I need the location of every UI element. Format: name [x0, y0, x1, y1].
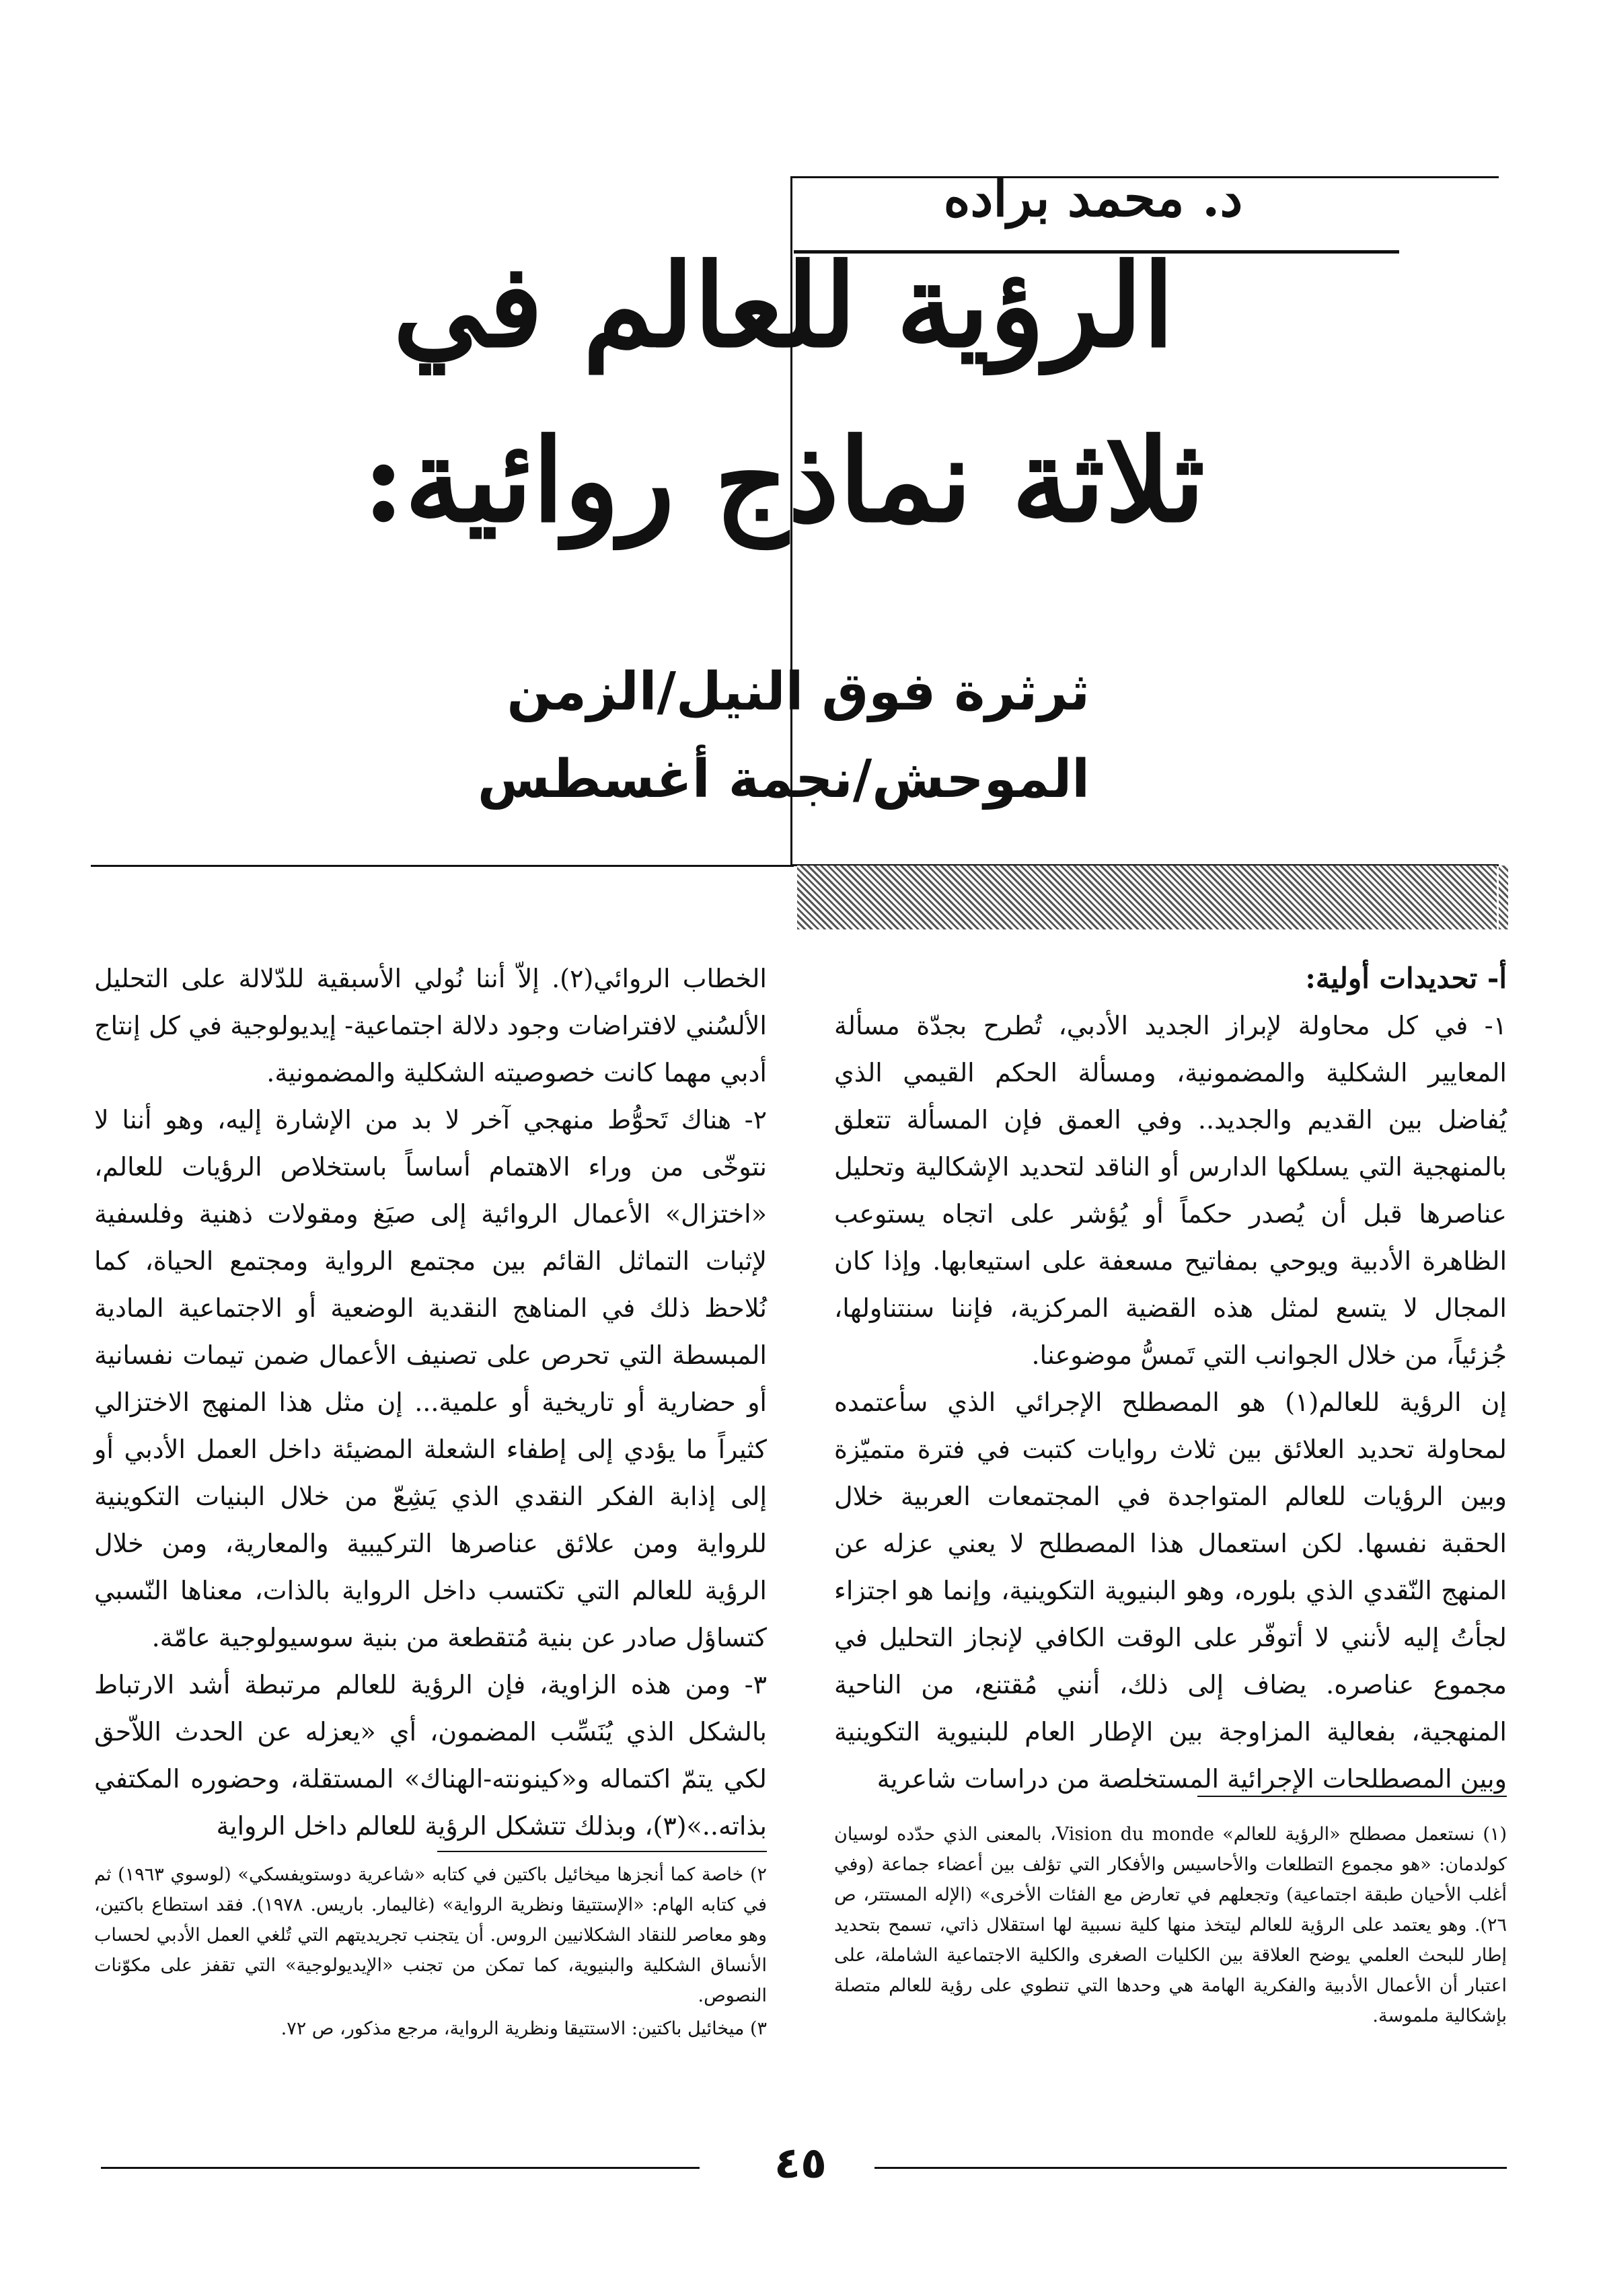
right-column	[834, 955, 1507, 1802]
paragraph: الخطاب الروائي(٢). إلاّ أننا نُولي الأسبقية للدّلالة على التحليل الألسُني لافتراضات وجود دلالة اجتماعية- إيديولوجية في كل إنتاج أدبي مهما كانت خصوصيته الشكلية والمضمونية.	[94, 964, 767, 1087]
page-number-rule-left	[101, 2167, 700, 2169]
left-column	[94, 955, 767, 1849]
header-rule	[91, 865, 794, 867]
author-name: د. محمد براده	[943, 168, 1243, 228]
footnotes-left	[94, 1860, 767, 2046]
footnote: ٢) خاصة كما أنجزها ميخائيل باكتين في كتابه «شاعرية دوستويفسكي» (لوسوي ١٩٦٣) ثم في كتابه الهام: «الإستتيقا ونظرية الرواية» (غاليمار. باريس. ١٩٧٨). فقد استطاع باكتين، وهو معاصر للنقاد الشكلانيين الروس. أن يتجنب تجريديتهم التي تُلغي العمل الأدبي لحساب الأنساق الشكلية والبنيوية، كما تمكن من تجنب «الإيديولوجية» التي تقفز على مكوّنات النصوص.	[94, 1864, 767, 2006]
paragraph: ١- في كل محاولة لإبراز الجديد الأدبي، تُطرح بجدّة مسألة المعايير الشكلية والمضمونية، ومسألة الحكم القيمي الذي يُفاضل بين القديم والجديد.. وفي العمق فإن المسألة تتعلق بالمنهجية التي يسلكها الدارس أو الناقد لتحديد الإشكالية وتحليل عناصرها قبل أن يُصدر حكماً أو يُؤشر على اتجاه يستوعب الظاهرة الأدبية ويوحي بمفاتيح مسعفة على استيعابها. وإذا كان المجال لا يتسع لمثل هذه القضية المركزية، فإننا سنتناولها، جُزئياً، من خلال الجوانب التي تَمسُّ موضوعنا.	[834, 1011, 1507, 1370]
footnote-rule-right	[1197, 1796, 1507, 1797]
footnote-rule-left	[437, 1851, 767, 1852]
subtitle-line1: ثرثرة فوق النيل/الزمن	[507, 662, 1090, 722]
section-heading: أ- تحديدات أولية:	[1305, 962, 1507, 995]
page-number-rule-right	[874, 2167, 1507, 2169]
paragraph: ٣- ومن هذه الزاوية، فإن الرؤية للعالم مرتبطة أشد الارتباط بالشكل الذي يُنَسِّب المضمون، أي «يعزله عن الحدث اللاّحق لكي يتمّ اكتماله و«كينونته-الهناك» المستقلة، وحضوره المكتفي بذاته..»(٣)، وبذلك تتشكل الرؤية للعالم داخل الرواية	[94, 1670, 767, 1841]
footnotes-right	[834, 1819, 1507, 2034]
paragraph: إن الرؤية للعالم(١) هو المصطلح الإجرائي الذي سأعتمده لمحاولة تحديد العلائق بين ثلاث روايات كتبت في فترة متميّزة وبين الرؤيات للعالم المتواجدة في المجتمعات العربية خلال الحقبة نفسها. لكن استعمال هذا المصطلح لا يعني عزله عن المنهج النّقدي الذي بلوره، وهو البنيوية التكوينية، وإنما هو اجتزاء لجأتُ إليه لأنني لا أتوفّر على الوقت الكافي لإنجاز التحليل في مجموع عناصره. يضاف إلى ذلك، أنني مُقتنع، من الناحية المنهجية، بفعالية المزاوجة بين الإطار العام للبنيوية التكوينية وبين المصطلحات الإجرائية المستخلصة من دراسات شاعرية	[834, 1387, 1507, 1794]
paragraph: ٢- هناك تَحوُّط منهجي آخر لا بد من الإشارة إليه، وهو أننا لا نتوخّى من وراء الاهتمام أساساً باستخلاص الرؤيات للعالم، «اختزال» الأعمال الروائية إلى صيَغ ومقولات ذهنية وفلسفية لإثبات التماثل القائم بين مجتمع الرواية ومجتمع الحياة، كما نُلاحظ ذلك في المناهج النقدية الوضعية أو الاجتماعية المادية المبسطة التي تحرص على تصنيف الأعمال ضمن تيمات نفسانية أو حضارية أو تاريخية أو علمية... إن مثل هذا المنهج الاختزالي كثيراً ما يؤدي إلى إطفاء الشعلة المضيئة داخل العمل الأدبي أو إلى إذابة الفكر النقدي الذي يَشِعّ من خلال البنيات التكوينية للرواية ومن علائق عناصرها التركيبية والمعارية، ومن خلال الرؤية للعالم التي تكتسب داخل الرواية بالذات، معناها النّسبي كتساؤل صادر عن بنية مُتقطعة من بنية سوسيولوجية عامّة.	[94, 1105, 767, 1652]
main-title-line2: ثلاثة نماذج روائية:	[362, 414, 1205, 548]
main-title-line1: الرؤية للعالم في	[393, 239, 1175, 373]
page-number: ٤٥	[774, 2139, 827, 2188]
footnote: ٣) ميخائيل باكتين: الاستتيقا ونظرية الرواية، مرجع مذكور، ص ٧٢.	[281, 2018, 767, 2039]
title-frame-shadow	[797, 866, 1497, 929]
footnote: (١) نستعمل مصطلح «الرؤية للعالم» Vision du monde، بالمعنى الذي حدّده لوسيان كولدمان: «هو مجموع التطلعات والأحاسيس والأفكار التي تؤلف بين أعضاء جماعة (وفي أغلب الأحيان طبقة اجتماعية) وتجعلهم في تعارض مع الفئات الأخرى» (الإله المستتر، ص ٢٦). وهو يعتمد على الرؤية للعالم ليتخذ منها كلية نسبية لها استقلال ذاتي، تسمح بتحديد إطار للبحث العلمي يوضح العلاقة بين الكليات الصغرى والكلية الاجتماعية الشاملة، على اعتبار أن الأعمال الأدبية والفكرية الهامة هي وحدها التي تنطوي على رؤية للعالم متصلة بإشكالية ملموسة.	[834, 1824, 1507, 2026]
title-frame-shadow-side	[1499, 866, 1508, 929]
subtitle-line2: الموحش/نجمة أغسطس	[477, 749, 1090, 810]
